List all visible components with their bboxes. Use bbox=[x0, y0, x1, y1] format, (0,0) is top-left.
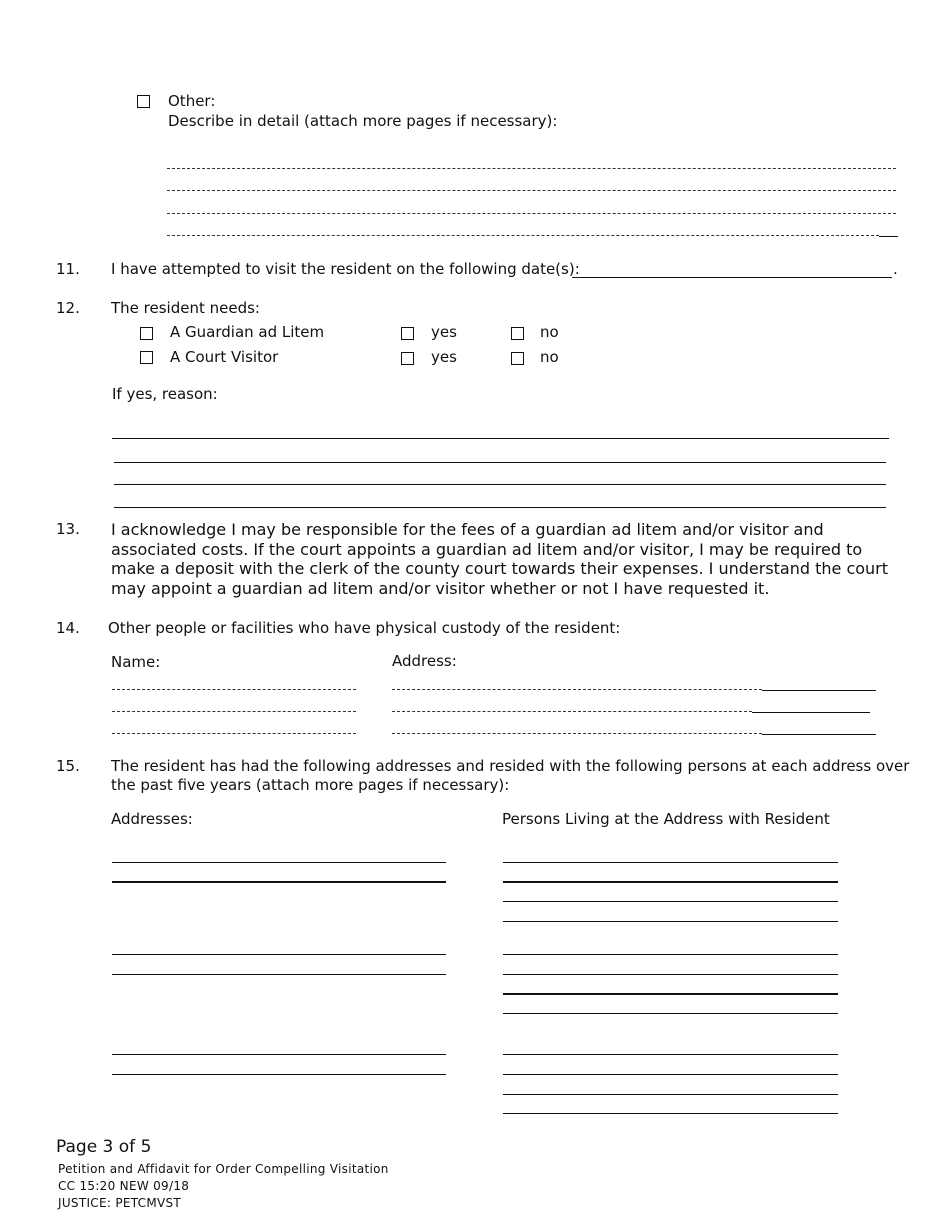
persons-line[interactable] bbox=[503, 862, 838, 863]
persons-column-header: Persons Living at the Address with Resident bbox=[502, 810, 830, 828]
item-11-text: I have attempted to visit the resident on the following date(s): bbox=[111, 260, 580, 278]
persons-line[interactable] bbox=[503, 993, 838, 995]
reason-line[interactable] bbox=[114, 484, 886, 485]
custody-name-line[interactable] bbox=[112, 733, 356, 734]
other-label: Other: bbox=[168, 92, 216, 110]
persons-line[interactable] bbox=[503, 1113, 838, 1114]
item-11-period: . bbox=[893, 260, 898, 278]
form-code: CC 15:20 NEW 09/18 bbox=[58, 1179, 190, 1193]
addresses-column-header: Addresses: bbox=[111, 810, 193, 828]
address-line[interactable] bbox=[112, 1074, 446, 1075]
page-number: Page 3 of 5 bbox=[56, 1137, 152, 1157]
persons-line[interactable] bbox=[503, 1074, 838, 1075]
persons-line[interactable] bbox=[503, 954, 838, 955]
persons-line[interactable] bbox=[503, 1013, 838, 1014]
other-checkbox[interactable] bbox=[137, 95, 150, 108]
guardian-no-checkbox[interactable] bbox=[511, 327, 524, 340]
other-detail-line[interactable] bbox=[167, 168, 896, 169]
form-title: Petition and Affidavit for Order Compelling Visitation bbox=[58, 1162, 389, 1176]
address-line[interactable] bbox=[112, 862, 446, 863]
guardian-yes-checkbox[interactable] bbox=[401, 327, 414, 340]
item-14-number: 14. bbox=[56, 619, 80, 637]
address-line[interactable] bbox=[112, 954, 446, 955]
persons-line[interactable] bbox=[503, 1054, 838, 1055]
item-12-number: 12. bbox=[56, 299, 80, 317]
item-15-number: 15. bbox=[56, 757, 80, 775]
persons-line[interactable] bbox=[503, 1094, 838, 1095]
guardian-ad-litem-label: A Guardian ad Litem bbox=[170, 323, 325, 341]
address-line[interactable] bbox=[112, 881, 446, 883]
other-describe-instruction: Describe in detail (attach more pages if necessary): bbox=[168, 112, 558, 130]
guardian-ad-litem-checkbox[interactable] bbox=[140, 327, 153, 340]
court-visitor-yes-checkbox[interactable] bbox=[401, 352, 414, 365]
other-detail-line[interactable] bbox=[167, 213, 896, 214]
custody-address-line-end bbox=[752, 712, 870, 713]
reason-line[interactable] bbox=[114, 507, 886, 508]
custody-address-line[interactable] bbox=[392, 733, 762, 734]
custody-address-line[interactable] bbox=[392, 711, 752, 712]
court-visitor-checkbox[interactable] bbox=[140, 351, 153, 364]
address-line[interactable] bbox=[112, 1054, 446, 1055]
address-line[interactable] bbox=[112, 974, 446, 975]
item-11-number: 11. bbox=[56, 260, 80, 278]
court-visitor-label: A Court Visitor bbox=[170, 348, 279, 366]
other-detail-line-end bbox=[879, 236, 898, 237]
address-column-header: Address: bbox=[392, 652, 457, 670]
court-visitor-yes-label: yes bbox=[431, 348, 457, 366]
reason-line[interactable] bbox=[112, 438, 889, 439]
reason-line[interactable] bbox=[114, 462, 886, 463]
item-15-text: The resident has had the following addresses and resided with the following persons at each address over the past five years (attach more pages if necessary): bbox=[111, 757, 910, 794]
other-detail-line[interactable] bbox=[167, 235, 879, 236]
item-14-text: Other people or facilities who have physical custody of the resident: bbox=[108, 619, 621, 637]
guardian-yes-label: yes bbox=[431, 323, 457, 341]
persons-line[interactable] bbox=[503, 921, 838, 922]
reason-label: If yes, reason: bbox=[112, 385, 218, 403]
custody-address-line-end bbox=[762, 734, 876, 735]
custody-address-line-end bbox=[762, 690, 876, 691]
court-visitor-no-label: no bbox=[540, 348, 559, 366]
item-13-number: 13. bbox=[56, 520, 80, 538]
persons-line[interactable] bbox=[503, 974, 838, 975]
name-column-header: Name: bbox=[111, 653, 161, 671]
visit-dates-field[interactable] bbox=[572, 277, 892, 278]
custody-name-line[interactable] bbox=[112, 689, 356, 690]
persons-line[interactable] bbox=[503, 881, 838, 883]
item-13-text: I acknowledge I may be responsible for the fees of a guardian ad litem and/or visitor and associated costs. If the court appoints a guardian ad litem and/or visitor, I may be required to make a deposit with the clerk of the county court towards their expenses. I understand the court may appoint a guardian ad litem and/or visitor whether or not I have requested it. bbox=[111, 520, 889, 598]
court-visitor-no-checkbox[interactable] bbox=[511, 352, 524, 365]
custody-name-line[interactable] bbox=[112, 711, 356, 712]
persons-line[interactable] bbox=[503, 901, 838, 902]
custody-address-line[interactable] bbox=[392, 689, 762, 690]
other-detail-line[interactable] bbox=[167, 190, 896, 191]
item-12-text: The resident needs: bbox=[111, 299, 260, 317]
justice-code: JUSTICE: PETCMVST bbox=[58, 1196, 182, 1210]
guardian-no-label: no bbox=[540, 323, 559, 341]
